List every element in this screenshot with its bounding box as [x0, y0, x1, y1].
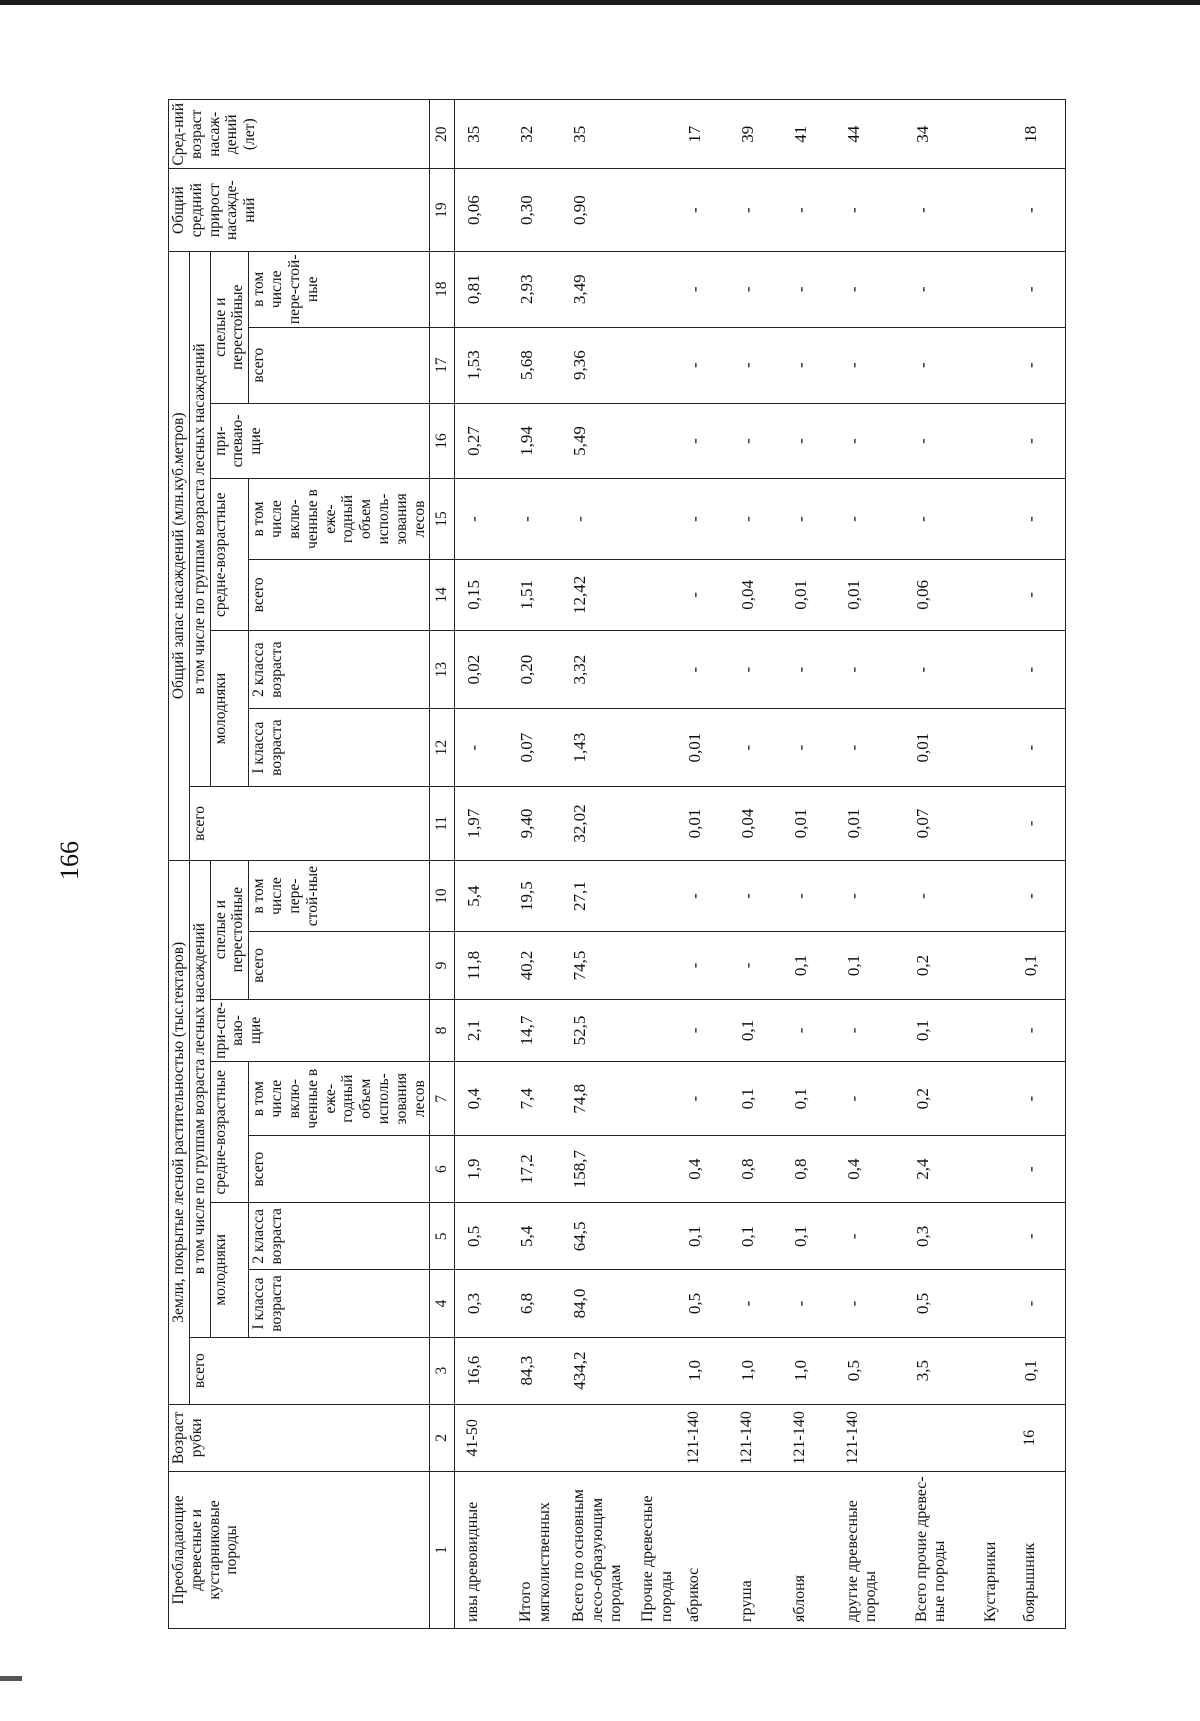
row-species-name: Кустарники	[973, 1471, 1012, 1628]
col-number: 8	[430, 999, 455, 1062]
table-cell	[630, 1203, 676, 1270]
table-cell: 35	[455, 100, 509, 169]
header-stock-group: Общий запас насаждений (млн.куб.метров)	[169, 251, 190, 860]
table-cell	[630, 251, 676, 327]
table-cell: 0,5	[904, 1270, 973, 1337]
table-cell: -	[782, 169, 835, 251]
table-cell: 40,2	[508, 932, 561, 999]
cell-cutting-age	[508, 1404, 561, 1471]
header-area-by-age: в том числе по группам возраста лесных насаждений	[189, 860, 210, 1337]
table-cell: -	[782, 999, 835, 1062]
col-number: 15	[430, 479, 455, 559]
table-cell: 12,42	[561, 559, 630, 631]
table-cell: 0,01	[676, 709, 729, 787]
table-cell: 1,0	[676, 1337, 729, 1404]
table-cell	[630, 631, 676, 709]
table-cell: 0,1	[1012, 932, 1066, 999]
table-cell: 5,4	[508, 1203, 561, 1270]
table-cell: 0,1	[729, 999, 782, 1062]
header-stock-overmature: в том числе пере-стой-ные	[249, 251, 430, 327]
table-cell: -	[835, 479, 904, 559]
table-cell: 0,04	[729, 787, 782, 861]
cell-cutting-age: 41-50	[455, 1404, 509, 1471]
table-cell: 32	[508, 100, 561, 169]
table-cell: 0,5	[676, 1270, 729, 1337]
header-stock-mature: спелые и перестойные	[210, 251, 249, 403]
table-cell: -	[1012, 631, 1066, 709]
table-row	[782, 100, 835, 1629]
table-cell: -	[904, 251, 973, 327]
table-cell: -	[904, 403, 973, 479]
table-cell: -	[782, 403, 835, 479]
table-row	[973, 100, 1012, 1629]
col-number: 12	[430, 709, 455, 787]
row-species-name: ивы древовидные	[455, 1471, 509, 1628]
table-cell: -	[729, 1270, 782, 1337]
table-cell: -	[729, 860, 782, 932]
table-cell: -	[729, 251, 782, 327]
table-cell: 0,07	[508, 709, 561, 787]
header-area-total: всего	[189, 1337, 430, 1404]
table-cell: 1,94	[508, 403, 561, 479]
table-row	[676, 100, 729, 1629]
table-cell: 158,7	[561, 1136, 630, 1203]
table-cell	[630, 999, 676, 1062]
table-cell: -	[904, 479, 973, 559]
cell-cutting-age	[561, 1404, 630, 1471]
table-cell: 7,4	[508, 1062, 561, 1136]
table-cell: -	[729, 932, 782, 999]
table-cell: 0,4	[676, 1136, 729, 1203]
table-cell: 39	[729, 100, 782, 169]
table-cell: 3,5	[904, 1337, 973, 1404]
table-cell: 14,7	[508, 999, 561, 1062]
table-cell: -	[1012, 169, 1066, 251]
table-cell	[630, 1136, 676, 1203]
table-cell	[630, 787, 676, 861]
row-species-name: яблоня	[782, 1471, 835, 1628]
cell-cutting-age: 16	[1012, 1404, 1066, 1471]
table-cell: -	[676, 999, 729, 1062]
table-cell: -	[1012, 1270, 1066, 1337]
col-number: 6	[430, 1136, 455, 1203]
table-cell: 0,90	[561, 169, 630, 251]
table-cell: 17	[676, 100, 729, 169]
table-cell	[973, 709, 1012, 787]
table-cell: 0,8	[729, 1136, 782, 1203]
table-cell	[973, 559, 1012, 631]
table-cell: 0,2	[904, 932, 973, 999]
col-number: 13	[430, 631, 455, 709]
table-cell: 16,6	[455, 1337, 509, 1404]
table-cell: 0,1	[782, 932, 835, 999]
header-stock-middle: средне-возрастные	[210, 479, 249, 631]
table-cell: -	[676, 559, 729, 631]
header-area-middle-total: всего	[249, 1136, 430, 1203]
table-cell: -	[1012, 1203, 1066, 1270]
col-number: 3	[430, 1337, 455, 1404]
table-cell: 5,4	[455, 860, 509, 932]
table-cell: -	[835, 999, 904, 1062]
table-cell	[973, 100, 1012, 169]
header-stock-by-age: в том числе по группам возраста лесных насаждений	[189, 251, 210, 786]
table-cell: -	[1012, 403, 1066, 479]
table-cell: -	[835, 631, 904, 709]
table-cell: -	[676, 327, 729, 403]
table-cell: -	[835, 1203, 904, 1270]
table-cell	[973, 1062, 1012, 1136]
page-number: 166	[55, 841, 84, 880]
header-area-middle: средне-возрастные	[210, 1062, 249, 1203]
table-cell: 0,1	[1012, 1337, 1066, 1404]
table-cell: 0,01	[835, 559, 904, 631]
table-cell: -	[782, 709, 835, 787]
table-row	[835, 100, 904, 1629]
table-cell: -	[835, 1062, 904, 1136]
table-cell: 84,0	[561, 1270, 630, 1337]
table-cell: 35	[561, 100, 630, 169]
table-cell: -	[835, 251, 904, 327]
table-cell: -	[782, 327, 835, 403]
header-cutting-age: Возраст рубки	[169, 1404, 430, 1471]
table-cell: 0,4	[835, 1136, 904, 1203]
row-species-name: Прочие древесные породы	[630, 1471, 676, 1628]
table-cell: -	[676, 860, 729, 932]
table-cell: 1,51	[508, 559, 561, 631]
table-cell: 74,8	[561, 1062, 630, 1136]
table-cell: -	[1012, 479, 1066, 559]
table-cell: 0,4	[455, 1062, 509, 1136]
cell-cutting-age: 121-140	[729, 1404, 782, 1471]
table-cell	[630, 100, 676, 169]
table-cell: 0,1	[835, 932, 904, 999]
table-row	[561, 100, 630, 1629]
table-cell: 0,01	[782, 559, 835, 631]
table-cell	[973, 932, 1012, 999]
header-stock-middle-included: в том числе вклю-ченные в еже-годный объем исполь-зования лесов	[249, 479, 430, 559]
table-cell: 2,93	[508, 251, 561, 327]
col-number: 18	[430, 251, 455, 327]
row-species-name: другие древесные породы	[835, 1471, 904, 1628]
header-species: Преобладающие древесные и кустарниковые породы	[169, 1471, 430, 1628]
table-cell: -	[782, 860, 835, 932]
table-cell: 434,2	[561, 1337, 630, 1404]
table-cell: -	[729, 631, 782, 709]
header-area-overmature: в том числе пере-стой-ные	[249, 860, 430, 932]
col-number: 2	[430, 1404, 455, 1471]
table-cell: 34	[904, 100, 973, 169]
table-cell: -	[1012, 709, 1066, 787]
table-cell: -	[782, 251, 835, 327]
header-stock-young: молодняки	[210, 631, 249, 787]
table-row	[455, 100, 509, 1629]
row-species-name: Итого мягколиственных	[508, 1471, 561, 1628]
table-cell: -	[1012, 327, 1066, 403]
table-cell: 44	[835, 100, 904, 169]
row-species-name: груша	[729, 1471, 782, 1628]
table-cell: 52,5	[561, 999, 630, 1062]
table-cell: -	[835, 403, 904, 479]
table-cell: 1,9	[455, 1136, 509, 1203]
table-cell: -	[676, 479, 729, 559]
col-number: 20	[430, 100, 455, 169]
table-cell	[630, 327, 676, 403]
table-cell: 5,49	[561, 403, 630, 479]
table-cell: -	[1012, 1136, 1066, 1203]
table-cell: -	[455, 709, 509, 787]
header-avg-growth: Общий средний прирост насажде-ний	[169, 169, 430, 251]
table-cell: -	[561, 479, 630, 559]
table-cell	[630, 559, 676, 631]
table-cell: -	[676, 1062, 729, 1136]
cell-cutting-age: 121-140	[676, 1404, 729, 1471]
table-cell: -	[782, 479, 835, 559]
table-cell: 2,1	[455, 999, 509, 1062]
table-cell: -	[904, 169, 973, 251]
header-stock-total: всего	[189, 787, 430, 861]
table-cell	[630, 403, 676, 479]
table-cell: 0,2	[904, 1062, 973, 1136]
table-cell: -	[835, 169, 904, 251]
table-cell: -	[904, 327, 973, 403]
table-cell: 0,1	[782, 1203, 835, 1270]
header-stock-class2: 2 класса возраста	[249, 631, 430, 709]
table-cell: 0,1	[782, 1062, 835, 1136]
table-cell: 3,49	[561, 251, 630, 327]
cell-cutting-age	[973, 1404, 1012, 1471]
table-cell	[630, 860, 676, 932]
table-cell: 0,1	[676, 1203, 729, 1270]
table-cell	[973, 1337, 1012, 1404]
table-cell: 0,8	[782, 1136, 835, 1203]
table-cell	[973, 1136, 1012, 1203]
table-cell: -	[904, 631, 973, 709]
row-species-name: абрикос	[676, 1471, 729, 1628]
table-cell: -	[676, 251, 729, 327]
table-cell: 74,5	[561, 932, 630, 999]
header-stock-middle-total: всего	[249, 559, 430, 631]
table-row	[729, 100, 782, 1629]
table-cell	[630, 1062, 676, 1136]
table-body	[455, 100, 1066, 1629]
table-cell: -	[508, 479, 561, 559]
table-cell	[630, 479, 676, 559]
table-cell	[973, 860, 1012, 932]
table-cell	[973, 631, 1012, 709]
table-cell: 27,1	[561, 860, 630, 932]
table-cell: 84,3	[508, 1337, 561, 1404]
table-cell: -	[676, 631, 729, 709]
table-cell: -	[835, 709, 904, 787]
cell-cutting-age: 121-140	[835, 1404, 904, 1471]
table-cell: 3,32	[561, 631, 630, 709]
col-number: 19	[430, 169, 455, 251]
table-cell: 17,2	[508, 1136, 561, 1203]
table-cell: 0,5	[455, 1203, 509, 1270]
col-number: 10	[430, 860, 455, 932]
table-cell: 0,1	[729, 1203, 782, 1270]
table-cell	[973, 999, 1012, 1062]
header-area-class1: I класса возраста	[249, 1270, 430, 1337]
table-cell: 41	[782, 100, 835, 169]
cell-cutting-age	[630, 1404, 676, 1471]
table-cell: 0,30	[508, 169, 561, 251]
table-cell: 0,06	[455, 169, 509, 251]
table-row	[904, 100, 973, 1629]
header-area-young: молодняки	[210, 1203, 249, 1337]
table-cell: -	[729, 479, 782, 559]
forest-stock-table-container	[168, 99, 1088, 1629]
table-cell	[973, 403, 1012, 479]
table-header	[169, 100, 455, 1629]
table-cell: 1,53	[455, 327, 509, 403]
table-cell: -	[1012, 1062, 1066, 1136]
table-cell: -	[729, 403, 782, 479]
header-area-mature: спелые и перестойные	[210, 860, 249, 999]
table-cell: -	[729, 169, 782, 251]
table-cell: 0,81	[455, 251, 509, 327]
header-area-mature-total: всего	[249, 932, 430, 999]
table-cell	[973, 479, 1012, 559]
table-cell: 0,5	[835, 1337, 904, 1404]
table-cell: 0,3	[455, 1270, 509, 1337]
table-cell: 1,0	[729, 1337, 782, 1404]
table-cell: 9,40	[508, 787, 561, 861]
table-cell: 64,5	[561, 1203, 630, 1270]
table-cell: -	[835, 860, 904, 932]
header-avg-age: Сред-ний возраст насаж-дений (лет)	[169, 100, 430, 169]
cell-cutting-age: 121-140	[782, 1404, 835, 1471]
table-cell: -	[782, 631, 835, 709]
table-cell: 0,06	[904, 559, 973, 631]
table-cell	[630, 932, 676, 999]
table-cell: 0,04	[729, 559, 782, 631]
header-stock-mature-total: всего	[249, 327, 430, 403]
table-cell: 19,5	[508, 860, 561, 932]
table-cell: 0,1	[904, 999, 973, 1062]
table-cell: -	[1012, 559, 1066, 631]
col-number: 1	[430, 1471, 455, 1628]
col-number: 11	[430, 787, 455, 861]
table-row	[508, 100, 561, 1629]
table-cell: 0,01	[835, 787, 904, 861]
table-cell: -	[676, 932, 729, 999]
table-cell: 0,07	[904, 787, 973, 861]
table-cell: -	[455, 479, 509, 559]
col-number: 4	[430, 1270, 455, 1337]
col-number: 7	[430, 1062, 455, 1136]
table-row	[630, 100, 676, 1629]
table-cell: -	[835, 1270, 904, 1337]
forest-stock-table	[168, 99, 1066, 1629]
col-number: 5	[430, 1203, 455, 1270]
table-cell: -	[729, 327, 782, 403]
table-cell: 2,4	[904, 1136, 973, 1203]
table-cell: 0,01	[676, 787, 729, 861]
table-cell: 9,36	[561, 327, 630, 403]
header-area-premature: при-спе-ваю-щие	[210, 999, 430, 1062]
table-cell	[973, 169, 1012, 251]
table-cell: 0,20	[508, 631, 561, 709]
table-cell	[630, 709, 676, 787]
col-number: 9	[430, 932, 455, 999]
table-cell: 1,0	[782, 1337, 835, 1404]
table-cell: -	[729, 709, 782, 787]
table-cell	[630, 1337, 676, 1404]
table-cell: 0,27	[455, 403, 509, 479]
table-cell: -	[1012, 999, 1066, 1062]
table-cell	[973, 1203, 1012, 1270]
table-cell: 0,01	[782, 787, 835, 861]
table-cell	[973, 1270, 1012, 1337]
cell-cutting-age	[904, 1404, 973, 1471]
table-cell	[630, 1270, 676, 1337]
header-stock-class1: I класса возраста	[249, 709, 430, 787]
table-cell: 0,02	[455, 631, 509, 709]
col-number: 14	[430, 559, 455, 631]
table-cell: 0,1	[729, 1062, 782, 1136]
table-cell: 6,8	[508, 1270, 561, 1337]
table-cell: -	[904, 860, 973, 932]
table-cell	[630, 169, 676, 251]
col-number: 17	[430, 327, 455, 403]
table-cell: -	[676, 169, 729, 251]
table-cell: -	[1012, 860, 1066, 932]
header-area-group: Земли, покрытые лесной растительностью (тыс.гектаров)	[169, 860, 190, 1404]
table-cell: 0,15	[455, 559, 509, 631]
table-cell: 11,8	[455, 932, 509, 999]
header-area-class2: 2 класса возраста	[249, 1203, 430, 1270]
table-cell	[973, 251, 1012, 327]
row-species-name: Всего по основным лесо-образующим породам	[561, 1471, 630, 1628]
table-cell: -	[782, 1270, 835, 1337]
table-cell	[973, 327, 1012, 403]
row-species-name: боярышник	[1012, 1471, 1066, 1628]
header-stock-premature: при-спеваю-щие	[210, 403, 430, 479]
table-cell: 1,43	[561, 709, 630, 787]
table-cell	[973, 787, 1012, 861]
table-cell: 0,01	[904, 709, 973, 787]
table-cell: -	[1012, 251, 1066, 327]
row-species-name: Всего прочие древес-ные породы	[904, 1471, 973, 1628]
col-number: 16	[430, 403, 455, 479]
table-cell: -	[676, 403, 729, 479]
table-cell: 18	[1012, 100, 1066, 169]
table-cell: 1,97	[455, 787, 509, 861]
table-cell: 32,02	[561, 787, 630, 861]
table-cell: 5,68	[508, 327, 561, 403]
table-row	[1012, 100, 1066, 1629]
header-area-middle-included: в том числе вклю-ченные в еже-годный объем исполь-зования лесов	[249, 1062, 430, 1136]
table-cell: 0,3	[904, 1203, 973, 1270]
table-cell: -	[1012, 787, 1066, 861]
table-cell: -	[835, 327, 904, 403]
